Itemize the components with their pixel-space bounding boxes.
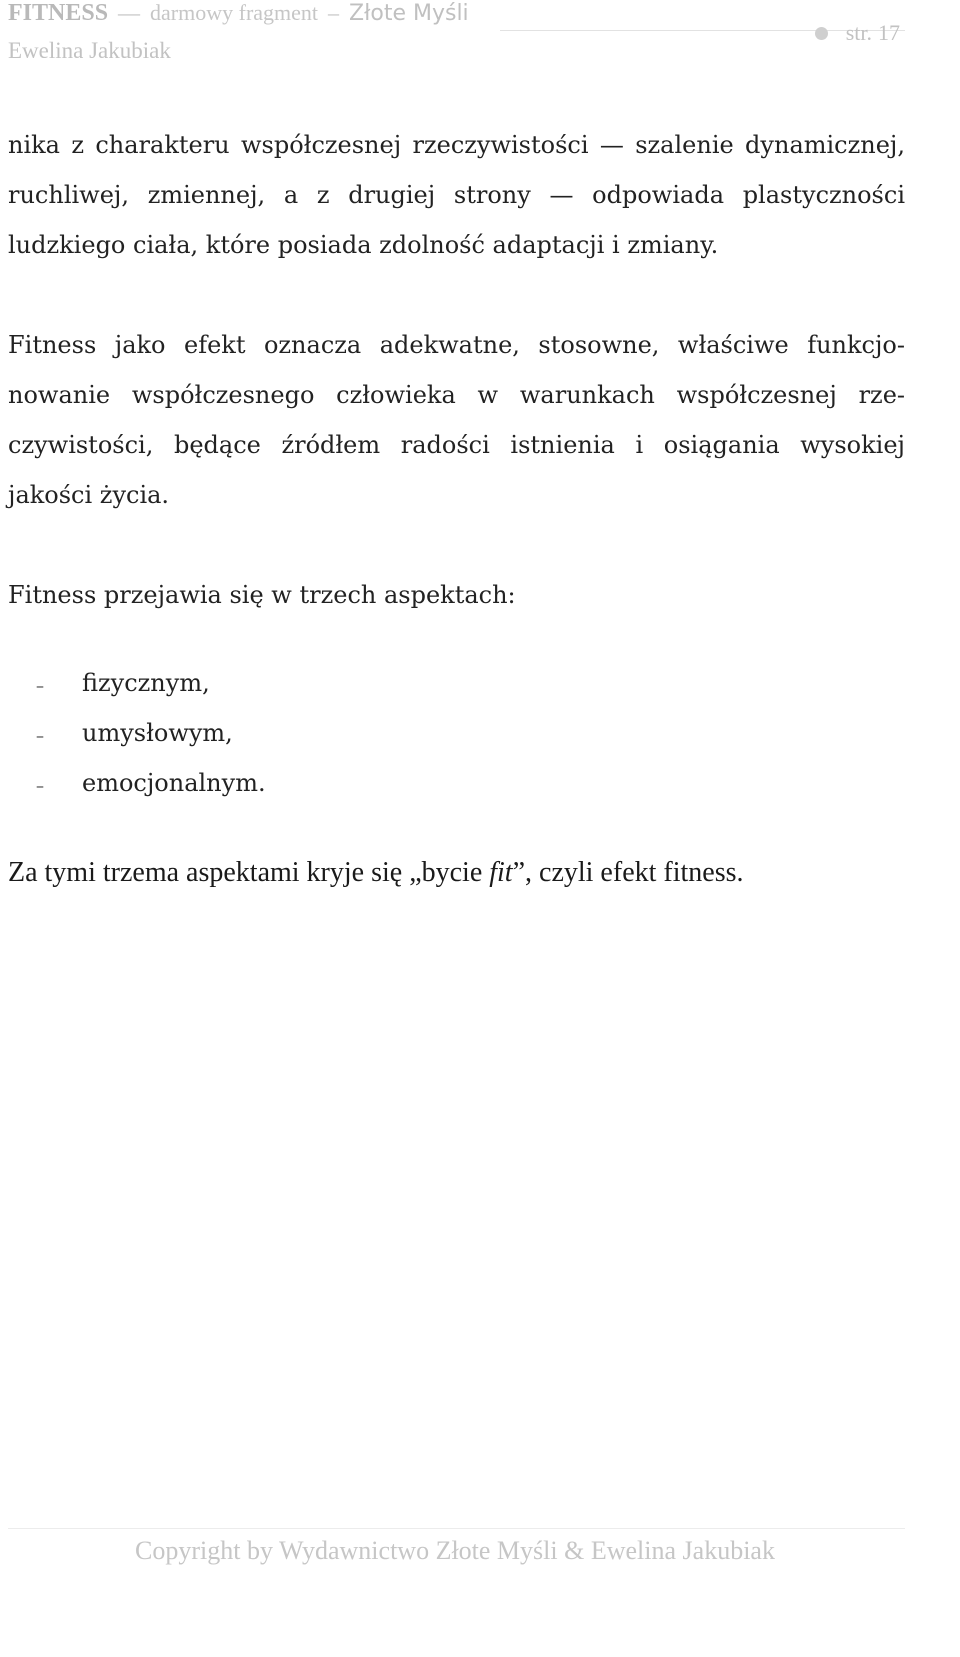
page-label: str. [845,20,872,45]
paragraph-definition: Fitness jako efekt oznacza adekwatne, stosowne, właściwe funkcjonowanie współczesnego człowieka w warunkach współczesnej rzeczywistości, będące źródłem radości istnienia i osiągania wysokiej jakości życia. [8,331,905,509]
footer-divider [8,1528,905,1529]
closing-text-end: ”, czyli efekt fitness. [512,857,744,888]
closing-text-start: Za tymi trzema aspektami kryje się „bycie [8,857,490,888]
page-number: 17 [878,20,900,45]
author-name: Ewelina Jakubiak [8,38,171,63]
publisher-name: Złote Myśli [349,1,469,26]
list-item-text: umysłowym, [82,719,233,747]
list-item-text: fizycznym, [82,669,210,697]
list-item-text: emocjonalnym. [82,769,266,797]
page-indicator [815,20,900,46]
dash-bullet-icon: – [36,676,44,695]
dash-bullet-icon: – [36,726,44,745]
bullet-dot-icon [815,27,828,40]
running-header [8,0,469,30]
list-item [8,658,905,708]
dash-bullet-icon: – [36,776,44,795]
list-item [8,758,905,808]
copyright-notice: Copyright by Wydawnictwo Złote Myśli & Ewelina Jakubiak [135,1536,775,1565]
list-item [8,708,905,758]
book-title: FITNESS [8,0,109,26]
closing-sentence [8,848,905,898]
header-subtitle: darmowy fragment [150,0,319,25]
paragraph-continuation: nika z charakteru współczesnej rzeczywistości — szalenie dynamicznej, ruchliwej, zmiennej, a z drugiej strony — odpowiada plastyczności ludzkiego ciała, które posiada zdolność adaptacji i zmiany. [8,131,905,259]
closing-emphasis: fit [489,857,513,888]
aspects-list [8,658,905,808]
list-intro: Fitness przejawia się w trzech aspektach: [8,581,516,609]
header-separator: — [118,0,141,25]
page-content [8,120,905,898]
header-separator-2: – [328,0,340,25]
